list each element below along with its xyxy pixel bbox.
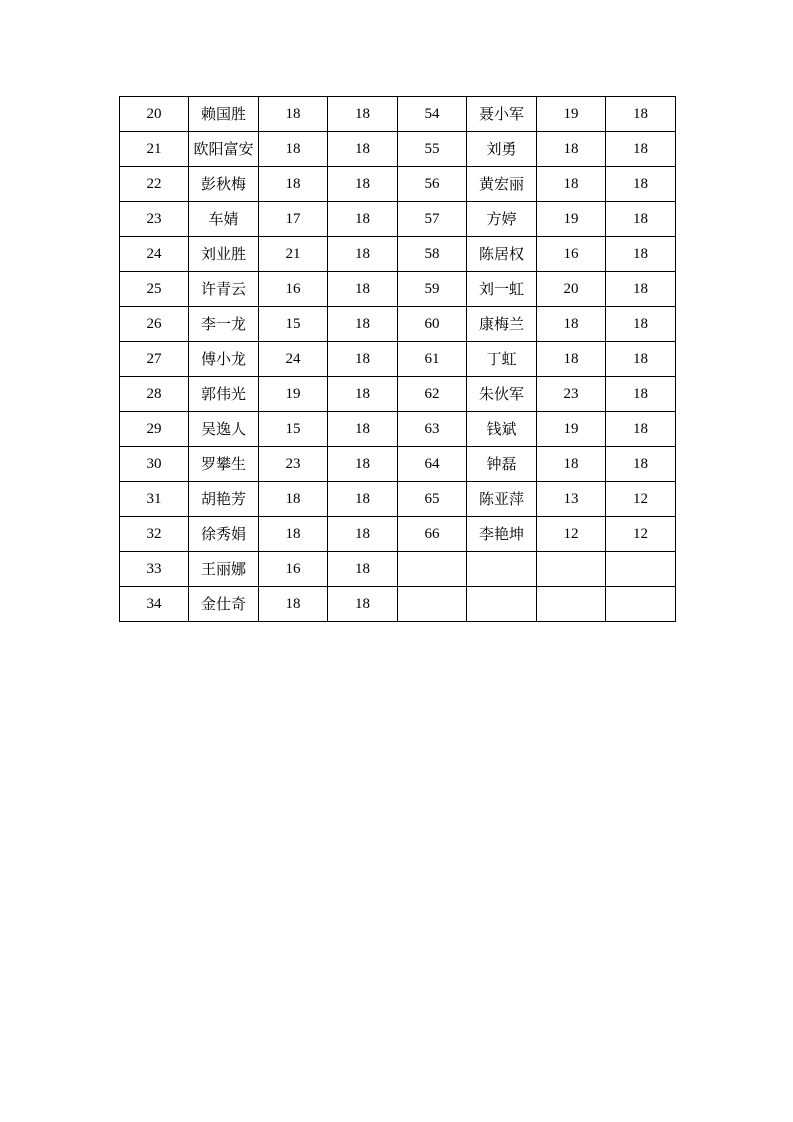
table-row [120,97,676,132]
left-index-cell: 34 [120,587,189,622]
table-row [120,272,676,307]
right-score-b-cell: 18 [606,377,676,412]
left-score-b-cell: 18 [328,447,398,482]
right-score-a-cell: 19 [537,97,606,132]
left-score-a-cell: 18 [259,517,328,552]
right-score-b-cell [606,552,676,587]
table-row [120,552,676,587]
left-score-b-cell: 18 [328,342,398,377]
left-name-cell: 罗攀生 [189,447,259,482]
left-score-a-cell: 18 [259,482,328,517]
left-name-cell: 赖国胜 [189,97,259,132]
left-score-a-cell: 17 [259,202,328,237]
right-name-cell [467,552,537,587]
left-score-b-cell: 18 [328,237,398,272]
right-index-cell: 56 [398,167,467,202]
left-score-a-cell: 23 [259,447,328,482]
left-score-b-cell: 18 [328,272,398,307]
left-index-cell: 20 [120,97,189,132]
table-row [120,412,676,447]
left-score-b-cell: 18 [328,167,398,202]
table-row [120,342,676,377]
right-score-b-cell: 18 [606,132,676,167]
left-index-cell: 21 [120,132,189,167]
table-row [120,587,676,622]
right-name-cell: 黄宏丽 [467,167,537,202]
right-score-b-cell: 18 [606,202,676,237]
right-score-a-cell: 13 [537,482,606,517]
left-score-b-cell: 18 [328,517,398,552]
left-score-a-cell: 16 [259,272,328,307]
right-score-b-cell: 18 [606,272,676,307]
left-index-cell: 22 [120,167,189,202]
left-index-cell: 31 [120,482,189,517]
table-row [120,307,676,342]
right-index-cell [398,552,467,587]
right-index-cell: 60 [398,307,467,342]
right-index-cell: 54 [398,97,467,132]
left-score-a-cell: 18 [259,132,328,167]
right-score-b-cell: 12 [606,517,676,552]
left-index-cell: 30 [120,447,189,482]
right-score-b-cell: 18 [606,342,676,377]
right-name-cell: 李艳坤 [467,517,537,552]
right-score-a-cell: 18 [537,342,606,377]
right-score-a-cell: 12 [537,517,606,552]
right-name-cell: 方婷 [467,202,537,237]
left-score-b-cell: 18 [328,132,398,167]
right-score-b-cell: 18 [606,167,676,202]
table-row [120,517,676,552]
left-name-cell: 傅小龙 [189,342,259,377]
right-name-cell: 陈居权 [467,237,537,272]
right-name-cell [467,587,537,622]
right-index-cell: 63 [398,412,467,447]
right-name-cell: 钟磊 [467,447,537,482]
right-index-cell: 58 [398,237,467,272]
right-index-cell: 65 [398,482,467,517]
left-name-cell: 徐秀娟 [189,517,259,552]
right-name-cell: 刘勇 [467,132,537,167]
left-name-cell: 许青云 [189,272,259,307]
left-score-a-cell: 18 [259,97,328,132]
right-name-cell: 陈亚萍 [467,482,537,517]
table-row [120,202,676,237]
right-score-a-cell: 18 [537,167,606,202]
left-name-cell: 李一龙 [189,307,259,342]
right-score-a-cell: 23 [537,377,606,412]
right-score-a-cell: 20 [537,272,606,307]
right-score-a-cell [537,587,606,622]
right-score-a-cell: 19 [537,202,606,237]
right-index-cell: 61 [398,342,467,377]
table-row [120,377,676,412]
left-score-b-cell: 18 [328,202,398,237]
table-row [120,237,676,272]
right-name-cell: 聂小军 [467,97,537,132]
left-score-a-cell: 15 [259,412,328,447]
left-name-cell: 金仕奇 [189,587,259,622]
right-name-cell: 钱斌 [467,412,537,447]
left-score-a-cell: 21 [259,237,328,272]
left-score-b-cell: 18 [328,552,398,587]
left-index-cell: 24 [120,237,189,272]
left-score-b-cell: 18 [328,377,398,412]
right-score-a-cell: 16 [537,237,606,272]
left-name-cell: 欧阳富安 [189,132,259,167]
right-score-b-cell: 18 [606,97,676,132]
left-score-b-cell: 18 [328,587,398,622]
left-score-a-cell: 19 [259,377,328,412]
left-score-a-cell: 24 [259,342,328,377]
left-index-cell: 26 [120,307,189,342]
left-score-a-cell: 18 [259,587,328,622]
left-index-cell: 29 [120,412,189,447]
table-row [120,167,676,202]
left-score-a-cell: 18 [259,167,328,202]
roster-table-body [120,97,676,622]
left-index-cell: 25 [120,272,189,307]
right-index-cell: 62 [398,377,467,412]
left-index-cell: 28 [120,377,189,412]
left-index-cell: 27 [120,342,189,377]
left-index-cell: 23 [120,202,189,237]
right-name-cell: 康梅兰 [467,307,537,342]
right-name-cell: 丁虹 [467,342,537,377]
roster-table [119,96,676,622]
right-index-cell: 55 [398,132,467,167]
left-name-cell: 彭秋梅 [189,167,259,202]
left-score-a-cell: 15 [259,307,328,342]
left-index-cell: 32 [120,517,189,552]
left-name-cell: 吴逸人 [189,412,259,447]
right-name-cell: 朱伙军 [467,377,537,412]
left-name-cell: 刘业胜 [189,237,259,272]
left-name-cell: 车婧 [189,202,259,237]
right-score-b-cell: 12 [606,482,676,517]
left-name-cell: 郭伟光 [189,377,259,412]
right-score-a-cell: 19 [537,412,606,447]
right-score-a-cell: 18 [537,307,606,342]
left-score-b-cell: 18 [328,307,398,342]
right-index-cell: 59 [398,272,467,307]
left-name-cell: 王丽娜 [189,552,259,587]
right-score-b-cell: 18 [606,307,676,342]
right-name-cell: 刘一虹 [467,272,537,307]
left-score-b-cell: 18 [328,412,398,447]
left-score-a-cell: 16 [259,552,328,587]
right-score-b-cell [606,587,676,622]
right-score-a-cell: 18 [537,447,606,482]
right-score-b-cell: 18 [606,412,676,447]
table-row [120,132,676,167]
left-index-cell: 33 [120,552,189,587]
left-score-b-cell: 18 [328,482,398,517]
table-row [120,447,676,482]
right-score-a-cell: 18 [537,132,606,167]
right-score-b-cell: 18 [606,237,676,272]
left-score-b-cell: 18 [328,97,398,132]
left-name-cell: 胡艳芳 [189,482,259,517]
right-index-cell: 66 [398,517,467,552]
table-row [120,482,676,517]
right-index-cell [398,587,467,622]
right-index-cell: 57 [398,202,467,237]
right-index-cell: 64 [398,447,467,482]
right-score-b-cell: 18 [606,447,676,482]
right-score-a-cell [537,552,606,587]
